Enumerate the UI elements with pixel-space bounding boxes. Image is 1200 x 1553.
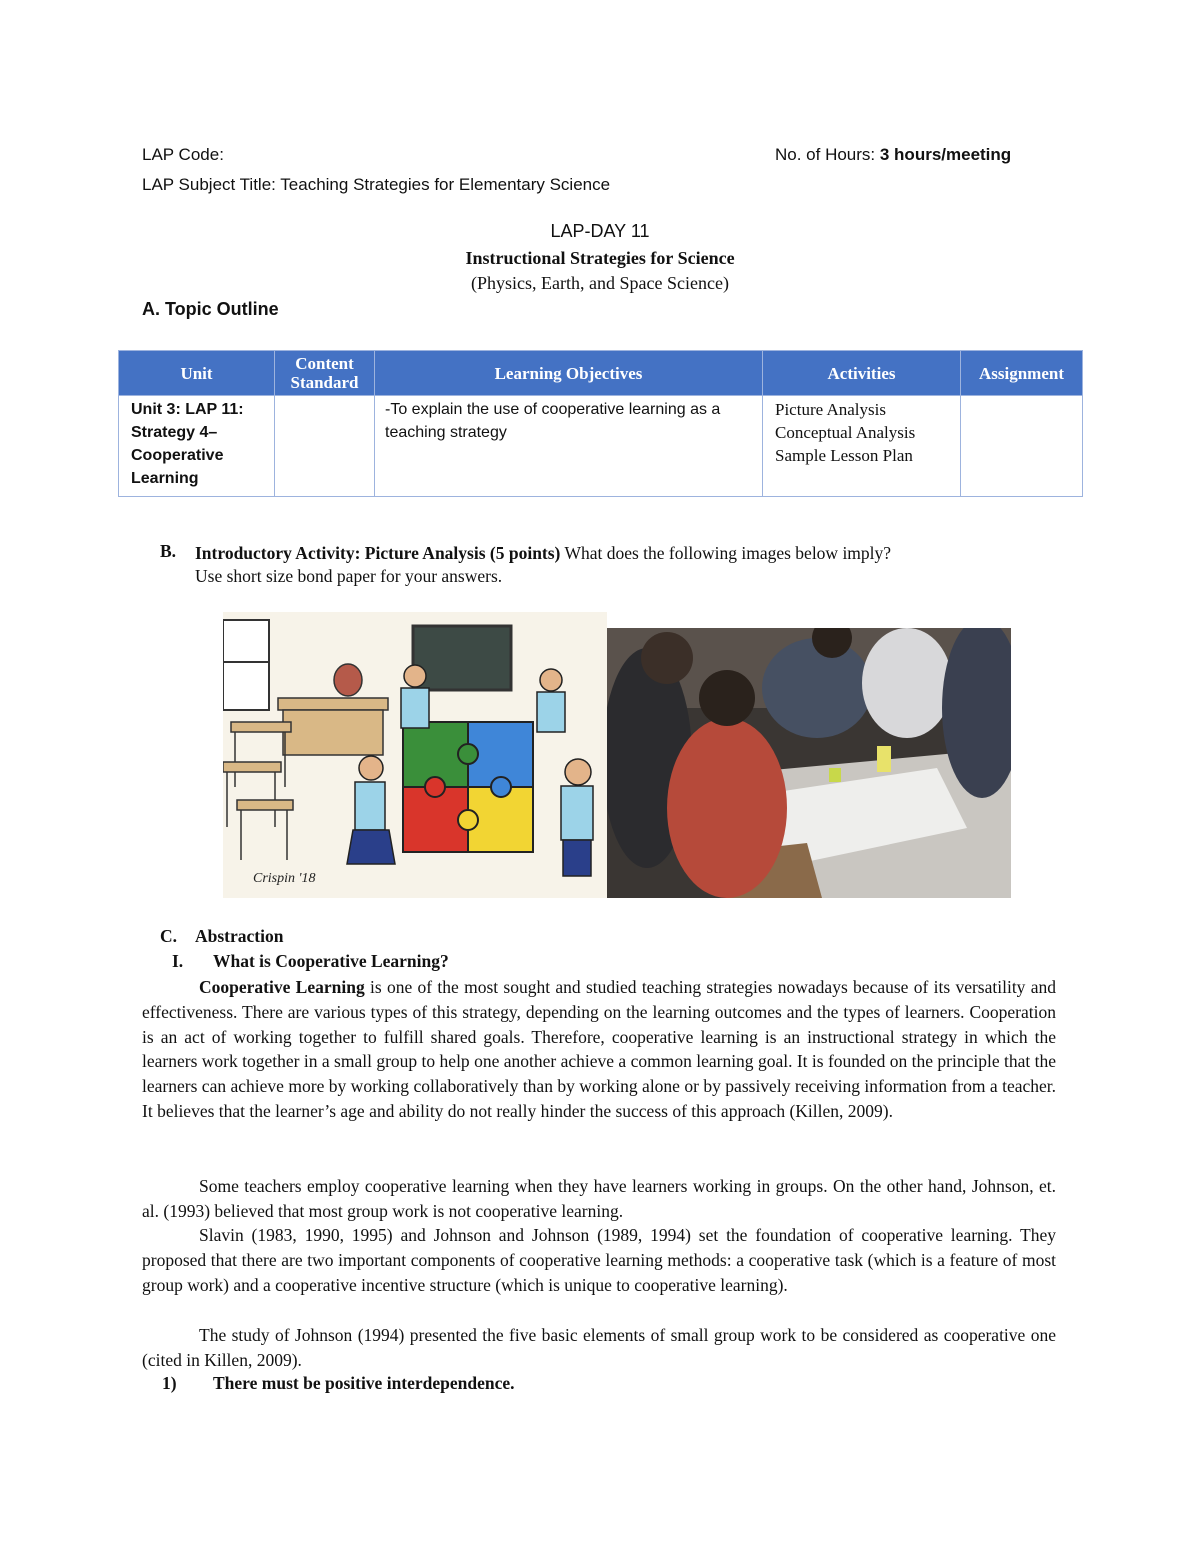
lap-day-title: LAP-DAY 11: [550, 221, 650, 241]
section-b-instruction: Use short size bond paper for your answers.: [195, 566, 503, 586]
paragraph-2: [142, 1174, 1056, 1224]
header-learning-objectives: Learning Objectives: [375, 351, 763, 396]
subsection-label: I.: [172, 951, 184, 971]
hours-value: 3 hours/meeting: [879, 145, 1012, 164]
paragraph-4-text: The study of Johnson (1994) presented the five basic elements of small group work to be considered as cooperative one (cited in Killen, 2009).: [142, 1325, 1056, 1370]
topic-outline-table: [118, 350, 1083, 497]
section-b-question: What does the following images below imply?: [560, 543, 892, 563]
table-row: [119, 396, 1083, 497]
section-c-label: C.: [160, 926, 178, 946]
unit-line: Strategy 4–: [131, 424, 218, 441]
hours-line: [775, 145, 1011, 165]
activity-item: Picture Analysis: [775, 400, 886, 419]
header-assignment: Assignment: [961, 351, 1083, 396]
section-b-heading: Introductory Activity: Picture Analysis (5 points): [195, 543, 561, 563]
unit-line: Cooperative: [131, 447, 224, 464]
unit-line: Unit 3: LAP 11:: [131, 401, 244, 418]
paragraph-3: [142, 1223, 1056, 1297]
cooperative-learning-term: Cooperative Learning: [199, 977, 365, 997]
subsection-heading: What is Cooperative Learning?: [213, 951, 449, 971]
paragraph-4: [142, 1323, 1056, 1373]
activity-item: Sample Lesson Plan: [775, 446, 913, 465]
header-unit: Unit: [119, 351, 275, 396]
main-title: Instructional Strategies for Science: [465, 248, 735, 268]
assignment-cell: [961, 396, 1083, 497]
sub-title: (Physics, Earth, and Space Science): [471, 273, 729, 293]
activity-item: Conceptual Analysis: [775, 423, 916, 442]
table-header-row: [119, 351, 1083, 396]
paragraph-2-text: Some teachers employ cooperative learning when they have learners working in groups. On the other hand, Johnson, et. al. (1993) believed that most group work is not cooperative learning.: [142, 1176, 1056, 1221]
header-activities: Activities: [763, 351, 961, 396]
item-1-label: 1): [162, 1373, 177, 1393]
paragraph-1: [142, 975, 1056, 1124]
cartoon-puzzle-image: [223, 612, 607, 898]
unit-cell: [119, 396, 275, 497]
hours-label: No. of Hours:: [775, 145, 880, 164]
paragraph-3-text: Slavin (1983, 1990, 1995) and Johnson and Johnson (1989, 1994) set the foundation of cooperative learning. They proposed that there are two important components of cooperative learning methods: a cooperative task (which is a feature of most group work) and a cooperative incentive structure (which is unique to cooperative learning).: [142, 1225, 1056, 1295]
unit-line: Learning: [131, 470, 199, 487]
section-b-label: B.: [160, 541, 177, 561]
item-1-text: There must be positive interdependence.: [213, 1373, 515, 1393]
subject-title: LAP Subject Title: Teaching Strategies for Elementary Science: [142, 175, 611, 194]
section-b-text: [195, 541, 1075, 566]
objective-cell: -To explain the use of cooperative learning as a teaching strategy: [375, 396, 763, 497]
activities-cell: [763, 396, 961, 497]
header-content-standard: Content Standard: [275, 351, 375, 396]
cartoon-signature: Crispin '18: [253, 871, 316, 886]
content-standard-cell: [275, 396, 375, 497]
paragraph-1-text: is one of the most sought and studied teaching strategies nowadays because of its versatility and effectiveness. There are various types of this strategy, depending on the learning outcomes and the types of learners. Cooperation is an act of working together to fulfill shared goals. Therefore, cooperative learning is an instructional strategy in which the learners work together in a small group to help one another achieve a common learning goal. It is founded on the principle that the learners can achieve more by working collaboratively than by working alone or by passively receiving information from a teacher. It believes that the learner’s age and ability do not really hinder the success of this approach (Killen, 2009).: [142, 977, 1056, 1121]
group-work-photo: [607, 628, 1011, 898]
section-a-heading: A. Topic Outline: [142, 299, 279, 319]
section-c-heading: Abstraction: [195, 926, 284, 946]
lap-code-label: LAP Code:: [142, 145, 224, 164]
